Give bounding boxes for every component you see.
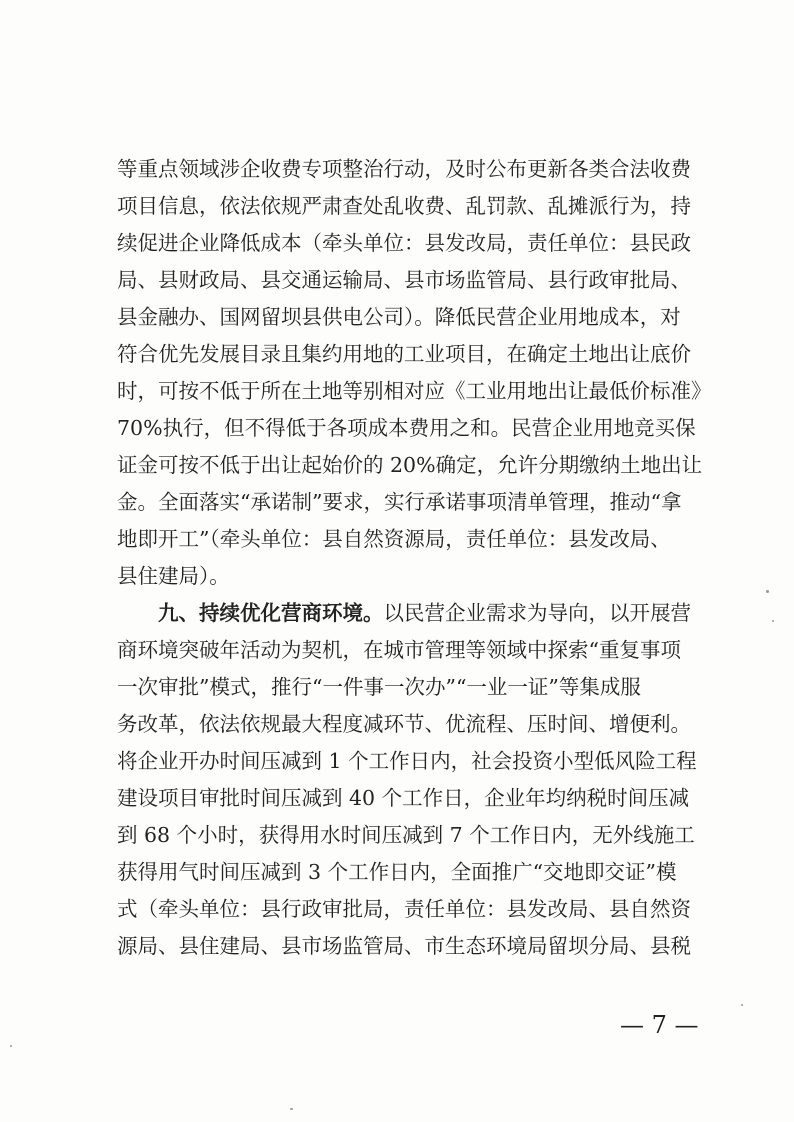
paragraph-line-12: 县住建局）。 [117, 564, 230, 588]
paragraph-line-9: 证金可按不低于出让起始价的 20%确定，允许分期缴纳土地出让 [117, 453, 703, 477]
paragraph-line-7: 时，可按不低于所在土地等别相对应《工业用地出让最低价标准》 [117, 379, 712, 403]
section-nine-line-10: 源局、县住建局、县市场监管局、市生态环境局留坝分局、县税 [117, 934, 691, 958]
section-nine-heading: 九、持续优化营商环境。 [158, 601, 384, 625]
scan-speck [741, 1004, 743, 1006]
paragraph-line-6: 符合优先发展目录且集约用地的工业项目，在确定土地出让底价 [117, 342, 691, 366]
section-nine-line-3: 一次审批”模式，推行“一件事一次办”“一业一证”等集成服 [117, 675, 641, 699]
paragraph-line-1: 等重点领域涉企收费专项整治行动，及时公布更新各类合法收费 [117, 157, 691, 181]
section-nine-first-line-text: 以民营企业需求为导向，以开展营 [383, 601, 691, 625]
section-nine-line-9: 式（牵头单位：县行政审批局，责任单位：县发改局、县自然资 [117, 897, 691, 921]
paragraph-line-8: 70%执行，但不得低于各项成本费用之和。民营企业用地竞买保 [117, 416, 696, 440]
scan-speck [772, 620, 774, 622]
scan-speck [766, 590, 769, 593]
section-nine-first-line [158, 598, 707, 628]
section-nine-line-7: 到 68 个小时，获得用水时间压减到 7 个工作日内，无外线施工 [117, 823, 695, 847]
paragraph-line-2: 项目信息，依法依规严肃查处乱收费、乱罚款、乱摊派行为，持 [117, 194, 691, 218]
section-nine-line-6: 建设项目审批时间压减到 40 个工作日，企业年均纳税时间压减 [117, 786, 690, 810]
paragraph-line-11: 地即开工”（牵头单位：县自然资源局，责任单位：县发改局、 [117, 527, 671, 551]
paragraph-line-3: 续促进企业降低成本（牵头单位：县发改局，责任单位：县民政 [117, 231, 691, 255]
section-nine-line-2: 商环境突破年活动为契机，在城市管理等领域中探索“重复事项 [117, 638, 681, 662]
paragraph-line-10: 金。全面落实“承诺制”要求，实行承诺事项清单管理，推动“拿 [117, 490, 682, 514]
section-nine-line-8: 获得用气时间压减到 3 个工作日内，全面推广“交地即交证”模 [117, 860, 677, 884]
scan-speck [290, 1108, 293, 1110]
paragraph-line-4: 局、县财政局、县交通运输局、县市场监管局、县行政审批局、 [117, 268, 691, 292]
paragraph-line-5: 县金融办、国网留坝县供电公司）。降低民营企业用地成本，对 [117, 305, 681, 329]
page-number: — 7 — [620, 1011, 699, 1039]
section-nine-line-4: 务改革，依法依规最大程度减环节、优流程、压时间、增便利。 [117, 712, 691, 736]
section-nine-line-5: 将企业开办时间压减到 1 个工作日内，社会投资小型低风险工程 [117, 749, 697, 773]
scan-speck [10, 1045, 12, 1047]
